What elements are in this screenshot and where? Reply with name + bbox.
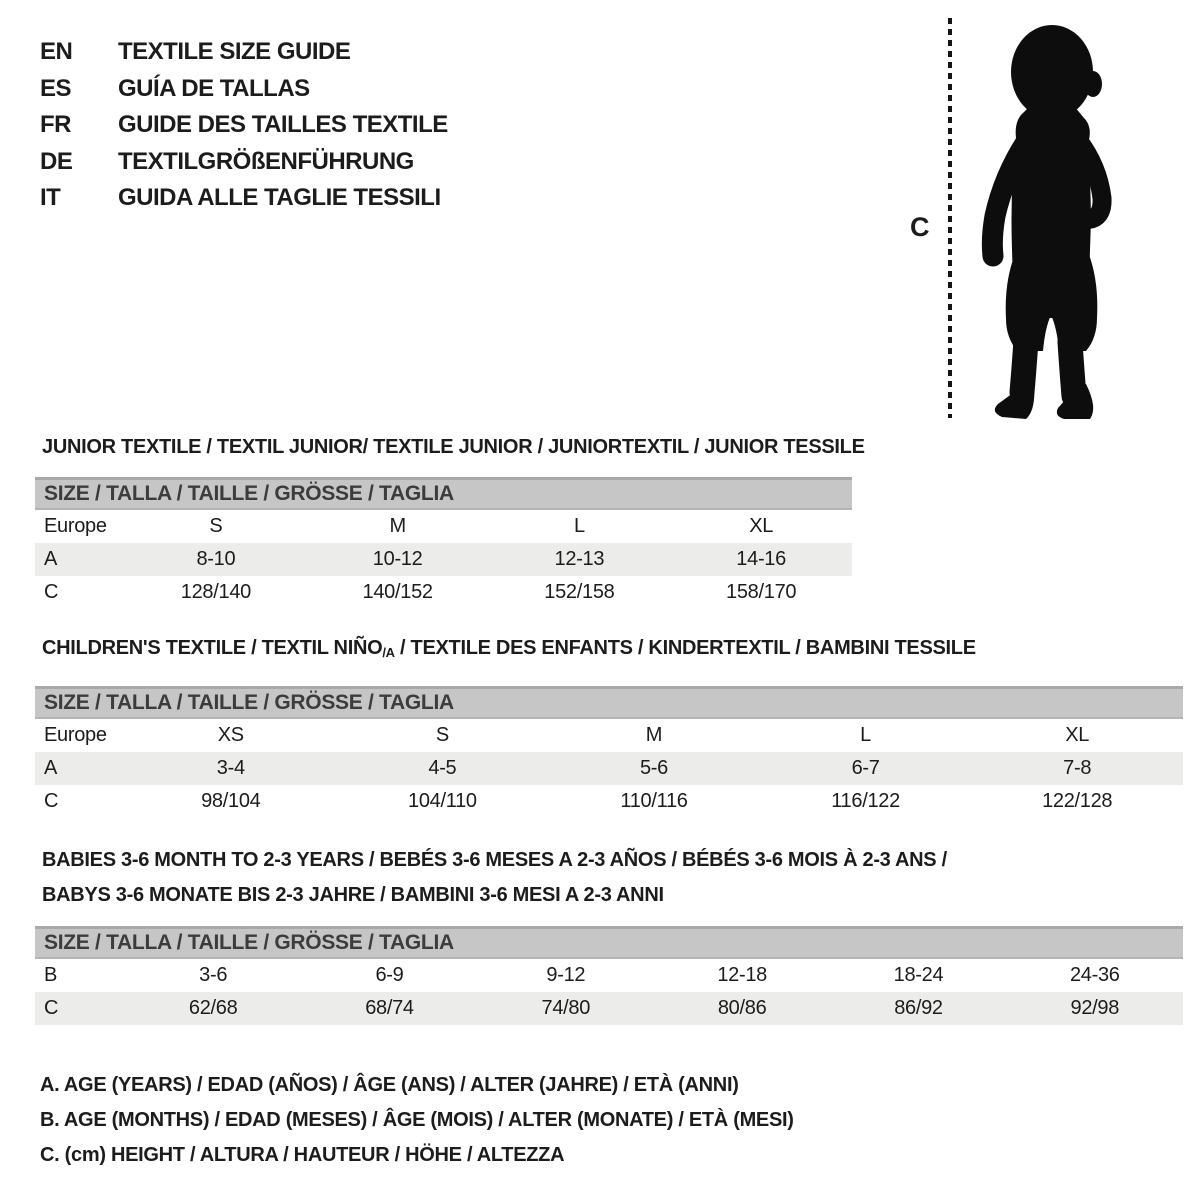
table-cell: 8-10: [196, 548, 236, 570]
table-cell: 74/80: [541, 997, 591, 1019]
table-row: [35, 959, 1183, 992]
row-label: Europe: [44, 724, 107, 746]
row-label: A: [44, 548, 58, 570]
junior-size-header: SIZE / TALLA / TAILLE / GRÖSSE / TAGLIA: [35, 477, 852, 510]
guide-title-en: TEXTILE SIZE GUIDE: [118, 38, 351, 66]
junior-size-table: [35, 477, 852, 609]
table-row: [35, 543, 852, 576]
table-cell: 80/86: [717, 997, 767, 1019]
table-cell: 12-18: [717, 964, 767, 986]
junior-section-heading: JUNIOR TEXTILE / TEXTIL JUNIOR/ TEXTILE JUNIOR / JUNIORTEXTIL / JUNIOR TESSILE: [42, 436, 865, 458]
language-title-list: [40, 34, 448, 217]
guide-title-es: GUÍA DE TALLAS: [118, 74, 310, 102]
table-cell: 3-4: [216, 757, 245, 779]
table-cell: 3-6: [199, 964, 228, 986]
guide-title-it: GUIDA ALLE TAGLIE TESSILI: [118, 184, 441, 212]
table-cell: L: [573, 515, 585, 537]
babies-size-header: SIZE / TALLA / TAILLE / GRÖSSE / TAGLIA: [35, 926, 1183, 959]
table-cell: 92/98: [1070, 997, 1120, 1019]
table-cell: M: [645, 724, 663, 746]
babies-heading-line2: BABYS 3-6 MONATE BIS 2-3 JAHRE / BAMBINI 3-6 MESI A 2-3 ANNI: [42, 884, 664, 906]
table-cell: 6-9: [375, 964, 404, 986]
table-cell: 128/140: [180, 581, 251, 603]
babies-size-table: [35, 926, 1183, 1025]
language-code: IT: [40, 184, 61, 212]
table-cell: 62/68: [188, 997, 238, 1019]
height-measure-label: C: [910, 212, 929, 242]
language-code: EN: [40, 38, 73, 66]
table-cell: 18-24: [893, 964, 944, 986]
table-cell: 86/92: [894, 997, 943, 1019]
height-measure-figure: [900, 14, 1185, 424]
table-cell: 158/170: [726, 581, 797, 603]
row-label: C: [44, 997, 59, 1019]
table-row: [35, 992, 1183, 1025]
table-row: [35, 785, 1183, 818]
table-cell: XS: [217, 724, 244, 746]
row-label: A: [44, 757, 58, 779]
language-row-fr: [40, 107, 448, 144]
table-cell: 12-13: [554, 548, 605, 570]
table-row: [35, 510, 852, 543]
table-cell: 152/158: [544, 581, 615, 603]
table-cell: 104/110: [408, 790, 477, 812]
table-cell: S: [435, 724, 449, 746]
language-code: FR: [40, 111, 71, 139]
babies-section-heading: [42, 843, 947, 913]
table-cell: 24-36: [1069, 964, 1120, 986]
guide-title-de: TEXTILGRÖßENFÜHRUNG: [118, 147, 414, 175]
table-cell: 110/116: [620, 790, 688, 812]
guide-title-fr: GUIDE DES TAILLES TEXTILE: [118, 111, 448, 139]
height-dotted-line: [948, 18, 952, 418]
language-code: ES: [40, 74, 72, 102]
language-row-en: [40, 34, 448, 71]
toddler-silhouette-icon: [964, 20, 1140, 420]
table-cell: L: [860, 724, 871, 746]
language-row-de: [40, 144, 448, 181]
footnote-c: C. (cm) HEIGHT / ALTURA / HAUTEUR / HÖHE / ALTEZZA: [40, 1144, 565, 1166]
language-code: DE: [40, 147, 73, 175]
table-row: [35, 576, 852, 609]
table-cell: 10-12: [372, 548, 423, 570]
table-cell: 4-5: [428, 757, 457, 779]
babies-heading-line1: BABIES 3-6 MONTH TO 2-3 YEARS / BEBÉS 3-6 MESES A 2-3 AÑOS / BÉBÉS 3-6 MOIS À 2-3 ANS /: [42, 849, 947, 871]
children-size-table: [35, 686, 1183, 818]
table-cell: S: [209, 515, 223, 537]
table-cell: M: [389, 515, 406, 537]
language-row-it: [40, 180, 448, 217]
table-cell: 7-8: [1063, 757, 1092, 779]
footnote-a: A. AGE (YEARS) / EDAD (AÑOS) / ÂGE (ANS) / ALTER (JAHRE) / ETÀ (ANNI): [40, 1074, 739, 1096]
children-section-heading: [42, 637, 976, 660]
language-row-es: [40, 71, 448, 108]
table-cell: 140/152: [362, 581, 433, 603]
table-cell: 98/104: [201, 790, 261, 812]
row-label: C: [44, 581, 59, 603]
table-cell: 9-12: [546, 964, 586, 986]
row-label: C: [44, 790, 59, 812]
table-cell: 6-7: [851, 757, 880, 779]
footnote-legend: [40, 1068, 794, 1173]
table-cell: 116/122: [831, 790, 900, 812]
table-row: [35, 752, 1183, 785]
table-cell: XL: [749, 515, 774, 537]
table-cell: 14-16: [736, 548, 786, 570]
children-size-header: SIZE / TALLA / TAILLE / GRÖSSE / TAGLIA: [35, 686, 1183, 719]
table-cell: XL: [1065, 724, 1090, 746]
table-cell: 122/128: [1042, 790, 1113, 812]
table-cell: 68/74: [365, 997, 414, 1019]
children-heading-prefix: CHILDREN'S TEXTILE / TEXTIL NIÑO: [42, 637, 383, 659]
footnote-b: B. AGE (MONTHS) / EDAD (MESES) / ÂGE (MOIS) / ALTER (MONATE) / ETÀ (MESI): [40, 1109, 794, 1131]
children-heading-suffix: / TEXTILE DES ENFANTS / KINDERTEXTIL / BAMBINI TESSILE: [394, 637, 976, 659]
row-label: Europe: [44, 515, 107, 537]
children-heading-sub: /A: [382, 645, 395, 660]
row-label: B: [44, 964, 58, 986]
table-cell: 5-6: [639, 757, 668, 779]
table-row: [35, 719, 1183, 752]
